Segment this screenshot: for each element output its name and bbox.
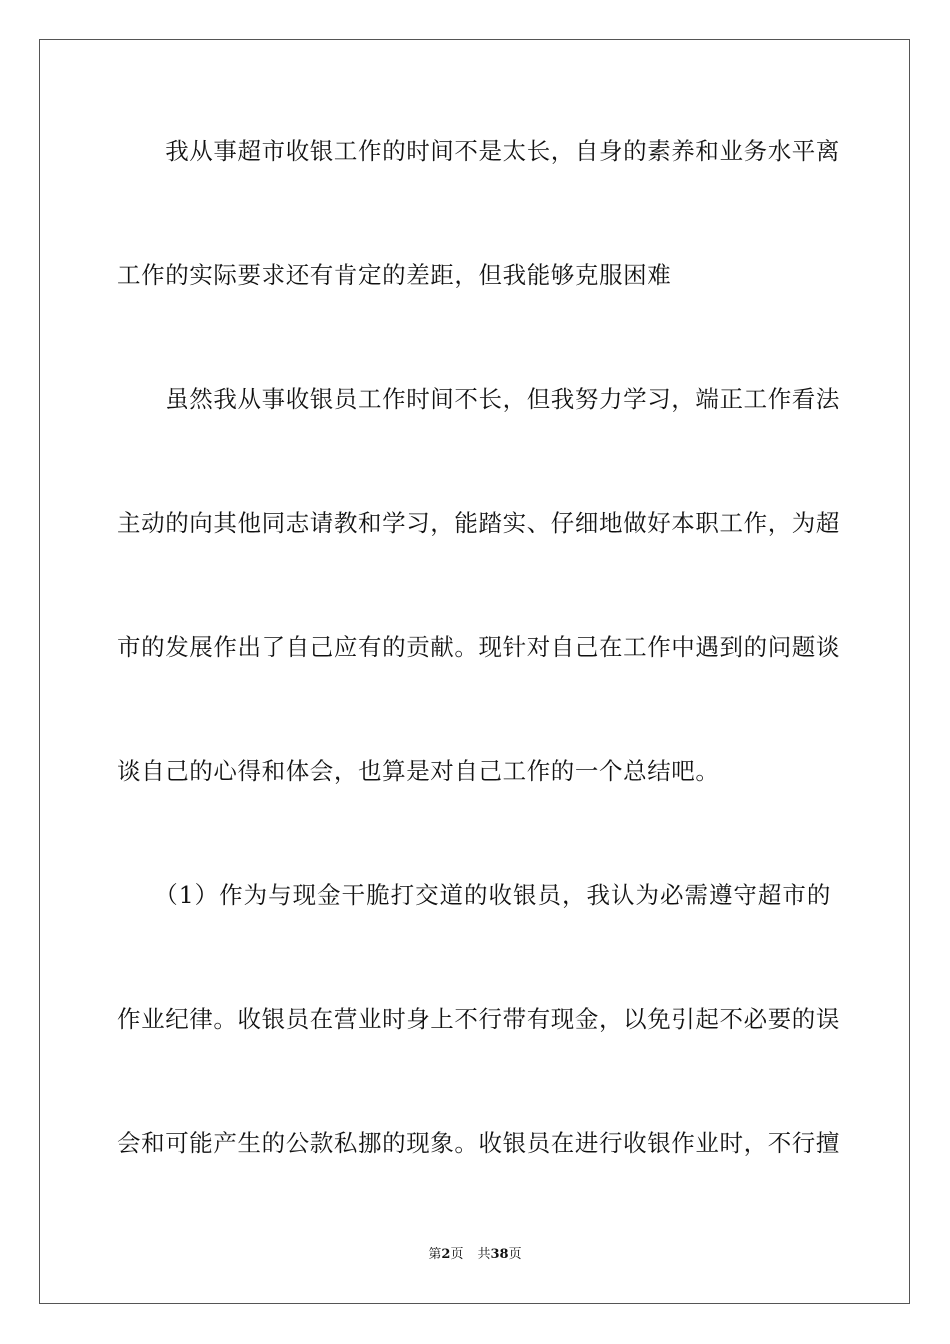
paragraph-2-line-2: 主动的向其他同志请教和学习，能踏实、仔细地做好本职工作，为超 (117, 509, 840, 537)
page-prefix: 第 (428, 1247, 442, 1262)
page-number: 2 (441, 1247, 451, 1262)
paragraph-3-line-2: 作业纪律。收银员在营业时身上不行带有现金，以免引起不必要的误 (117, 1005, 840, 1033)
page-footer (0, 1246, 950, 1264)
total-prefix: 共 (477, 1247, 491, 1262)
total-pages: 38 (490, 1247, 509, 1262)
total-suffix: 页 (508, 1247, 522, 1262)
paragraph-1-line-2: 工作的实际要求还有肯定的差距，但我能够克服困难 (117, 261, 672, 289)
paragraph-2-line-1: 虽然我从事收银员工作时间不长，但我努力学习，端正工作看法 (117, 385, 840, 413)
paragraph-2-line-3: 市的发展作出了自己应有的贡献。现针对自己在工作中遇到的问题谈 (117, 633, 840, 661)
paragraph-3-line-3: 会和可能产生的公款私挪的现象。收银员在进行收银作业时，不行擅 (117, 1129, 840, 1157)
paragraph-3-line-1: （1）作为与现金干脆打交道的收银员，我认为必需遵守超市的 (117, 881, 831, 909)
page-suffix: 页 (450, 1247, 464, 1262)
paragraph-2-line-4: 谈自己的心得和体会，也算是对自己工作的一个总结吧。 (117, 757, 720, 785)
paragraph-1-line-1: 我从事超市收银工作的时间不是太长，自身的素养和业务水平离 (117, 137, 840, 165)
page-border (39, 39, 910, 1304)
